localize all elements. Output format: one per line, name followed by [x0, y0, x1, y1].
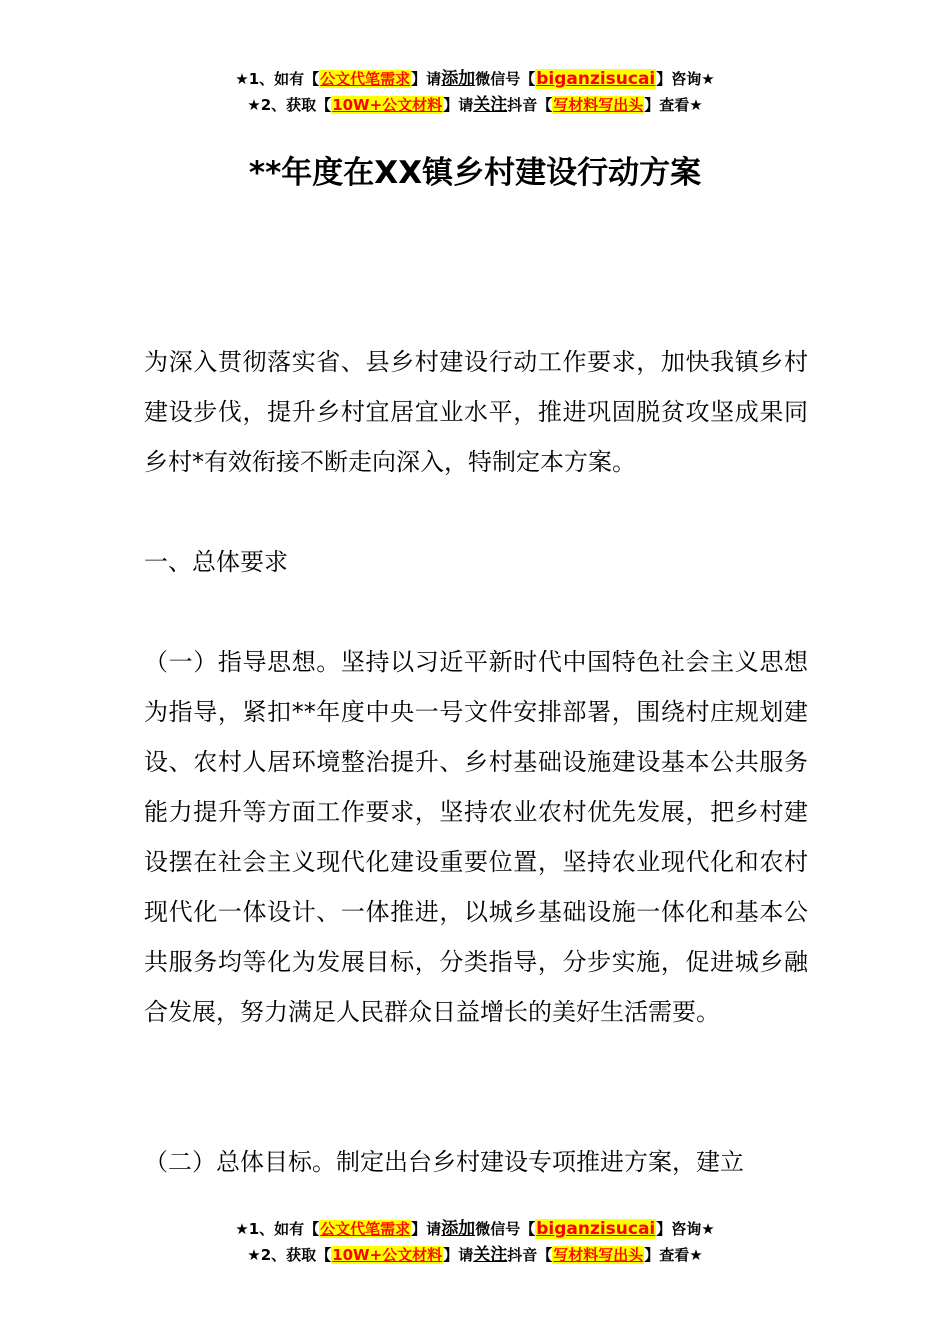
- banner-line-1: [0, 1216, 950, 1242]
- banner-text: 抖音【: [507, 96, 553, 114]
- banner-text: 】请: [411, 70, 442, 88]
- banner-text: 抖音【: [507, 1246, 553, 1264]
- banner-text: 微信号【: [475, 1220, 536, 1238]
- underlined-text: 关注: [473, 95, 508, 115]
- highlight-service: 公文代笔需求: [320, 70, 411, 88]
- underlined-text: 添加: [441, 69, 476, 89]
- highlight-douyin-id: 写材料写出头: [553, 1246, 644, 1264]
- banner-text: 】请: [443, 96, 474, 114]
- highlight-wechat-id: biganzisucai: [536, 69, 656, 89]
- banner-line-1: [0, 66, 950, 92]
- document-title: **年度在XX镇乡村建设行动方案: [248, 155, 702, 191]
- banner-text: 】咨询★: [656, 70, 715, 88]
- goal-paragraph: （二）总体目标。制定出台乡村建设专项推进方案，建立: [144, 1148, 744, 1176]
- banner-text: 】查看★: [644, 1246, 703, 1264]
- banner-text: ★2、获取【: [247, 96, 332, 114]
- section-heading: 一、总体要求: [144, 548, 288, 576]
- highlight-wechat-id: biganzisucai: [536, 1219, 656, 1239]
- banner-text: 】请: [443, 1246, 474, 1264]
- guiding-paragraph: （一）指导思想。坚持以习近平新时代中国特色社会主义思想为指导，紧扣**年度中央一号文件安排部署，围绕村庄规划建设、农村人居环境整治提升、乡村基础设施建设基本公共服务能力提升等方面工作要求，坚持农业农村优先发展，把乡村建设摆在社会主义现代化建设重要位置，坚持农业现代化和农村现代化一体设计、一体推进，以城乡基础设施一体化和基本公共服务均等化为发展目标，分类指导，分步实施，促进城乡融合发展，努力满足人民群众日益增长的美好生活需要。: [144, 648, 808, 1026]
- banner-text: 】咨询★: [656, 1220, 715, 1238]
- intro-paragraph: 为深入贯彻落实省、县乡村建设行动工作要求，加快我镇乡村建设步伐，提升乡村宜居宜业水平，推进巩固脱贫攻坚成果同乡村*有效衔接不断走向深入，特制定本方案。: [144, 348, 808, 476]
- footer-banner: [0, 1216, 950, 1268]
- highlight-materials: 10W+公文材料: [332, 96, 443, 114]
- banner-line-2: [0, 92, 950, 118]
- banner-text: 微信号【: [475, 70, 536, 88]
- highlight-douyin-id: 写材料写出头: [553, 96, 644, 114]
- banner-text: ★1、如有【: [235, 1220, 320, 1238]
- banner-line-2: [0, 1242, 950, 1268]
- header-banner: [0, 66, 950, 118]
- highlight-materials: 10W+公文材料: [332, 1246, 443, 1264]
- underlined-text: 关注: [473, 1245, 508, 1265]
- underlined-text: 添加: [441, 1219, 476, 1239]
- banner-text: 】查看★: [644, 96, 703, 114]
- highlight-service: 公文代笔需求: [320, 1220, 411, 1238]
- banner-text: ★2、获取【: [247, 1246, 332, 1264]
- banner-text: ★1、如有【: [235, 70, 320, 88]
- banner-text: 】请: [411, 1220, 442, 1238]
